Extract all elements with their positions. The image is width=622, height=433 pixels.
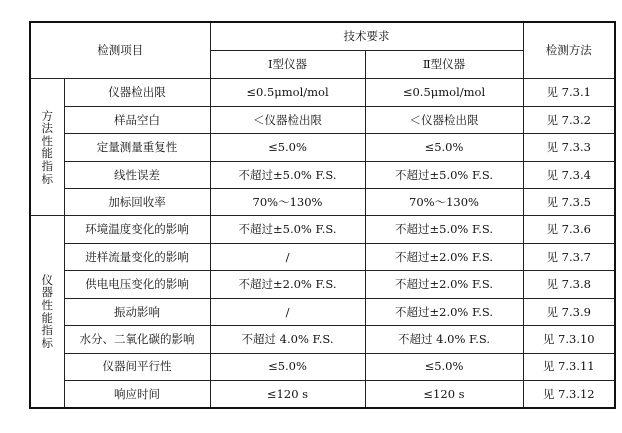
category-char: 能: [41, 146, 53, 161]
category-char: 法: [41, 121, 53, 136]
method-cell: 见 7.3.7: [523, 243, 615, 270]
header-type2: Ⅱ型仪器: [365, 50, 523, 78]
type2-cell: ≤5.0%: [365, 353, 523, 380]
item-cell: 定量测量重复性: [64, 134, 210, 161]
category-char: 方: [41, 108, 53, 123]
method-cell: 见 7.3.3: [523, 134, 615, 161]
type2-cell: 不超过±5.0% F.S.: [365, 216, 523, 243]
category-char: 性: [41, 133, 53, 148]
item-cell: 加标回收率: [64, 189, 210, 216]
category-char: 能: [41, 310, 53, 325]
type2-cell: ≤5.0%: [365, 134, 523, 161]
table-row: [30, 271, 615, 298]
type2-cell: 不超过±2.0% F.S.: [365, 298, 523, 325]
table-row: [30, 216, 615, 243]
method-cell: 见 7.3.12: [523, 381, 615, 408]
spec-table: [29, 21, 616, 409]
category-cell-method-performance: [30, 79, 64, 216]
table-row: [30, 161, 615, 188]
category-char: 标: [41, 336, 53, 351]
category-cell-instrument-performance: [30, 216, 64, 408]
type1-cell: /: [210, 243, 365, 270]
type2-cell: ＜仪器检出限: [365, 106, 523, 133]
type1-cell: ≤5.0%: [210, 134, 365, 161]
item-cell: 环境温度变化的影响: [64, 216, 210, 243]
type1-cell: ≤5.0%: [210, 353, 365, 380]
table-row: [30, 189, 615, 216]
category-char: 标: [41, 171, 53, 186]
type1-cell: 不超过 4.0% F.S.: [210, 326, 365, 353]
type1-cell: 不超过±5.0% F.S.: [210, 161, 365, 188]
type1-cell: 不超过±5.0% F.S.: [210, 216, 365, 243]
item-cell: 响应时间: [64, 381, 210, 408]
header-row-1: [30, 22, 615, 50]
type2-cell: ≤120 s: [365, 381, 523, 408]
type2-cell: 不超过±2.0% F.S.: [365, 271, 523, 298]
table-row: [30, 381, 615, 408]
table-row: [30, 106, 615, 133]
method-cell: 见 7.3.10: [523, 326, 615, 353]
type2-cell: ≤0.5μmol/mol: [365, 79, 523, 106]
table-row: [30, 79, 615, 106]
table-row: [30, 353, 615, 380]
method-cell: 见 7.3.11: [523, 353, 615, 380]
method-cell: 见 7.3.4: [523, 161, 615, 188]
type1-cell: 不超过±2.0% F.S.: [210, 271, 365, 298]
item-cell: 进样流量变化的影响: [64, 243, 210, 270]
method-cell: 见 7.3.2: [523, 106, 615, 133]
type1-cell: ≤120 s: [210, 381, 365, 408]
category-char: 指: [41, 323, 53, 338]
method-cell: 见 7.3.5: [523, 189, 615, 216]
method-cell: 见 7.3.1: [523, 79, 615, 106]
header-type1: Ⅰ型仪器: [210, 50, 365, 78]
type2-cell: 不超过 4.0% F.S.: [365, 326, 523, 353]
header-item: 检测项目: [30, 22, 210, 79]
header-method: 检测方法: [523, 22, 615, 79]
item-cell: 仪器间平行性: [64, 353, 210, 380]
table-row: [30, 298, 615, 325]
method-cell: 见 7.3.9: [523, 298, 615, 325]
method-cell: 见 7.3.6: [523, 216, 615, 243]
type2-cell: 不超过±5.0% F.S.: [365, 161, 523, 188]
item-cell: 样品空白: [64, 106, 210, 133]
type1-cell: ≤0.5μmol/mol: [210, 79, 365, 106]
type1-cell: 70%～130%: [210, 189, 365, 216]
item-cell: 仪器检出限: [64, 79, 210, 106]
table-row: [30, 326, 615, 353]
type2-cell: 70%～130%: [365, 189, 523, 216]
header-tech-req: 技术要求: [210, 22, 523, 50]
method-cell: 见 7.3.8: [523, 271, 615, 298]
type1-cell: ＜仪器检出限: [210, 106, 365, 133]
category-char: 仪: [41, 272, 53, 287]
table-row: [30, 134, 615, 161]
table-row: [30, 243, 615, 270]
category-char: 器: [41, 285, 53, 300]
type2-cell: 不超过±2.0% F.S.: [365, 243, 523, 270]
type1-cell: /: [210, 298, 365, 325]
category-char: 指: [41, 159, 53, 174]
item-cell: 水分、二氧化碳的影响: [64, 326, 210, 353]
item-cell: 振动影响: [64, 298, 210, 325]
item-cell: 线性误差: [64, 161, 210, 188]
item-cell: 供电电压变化的影响: [64, 271, 210, 298]
category-char: 性: [41, 298, 53, 313]
